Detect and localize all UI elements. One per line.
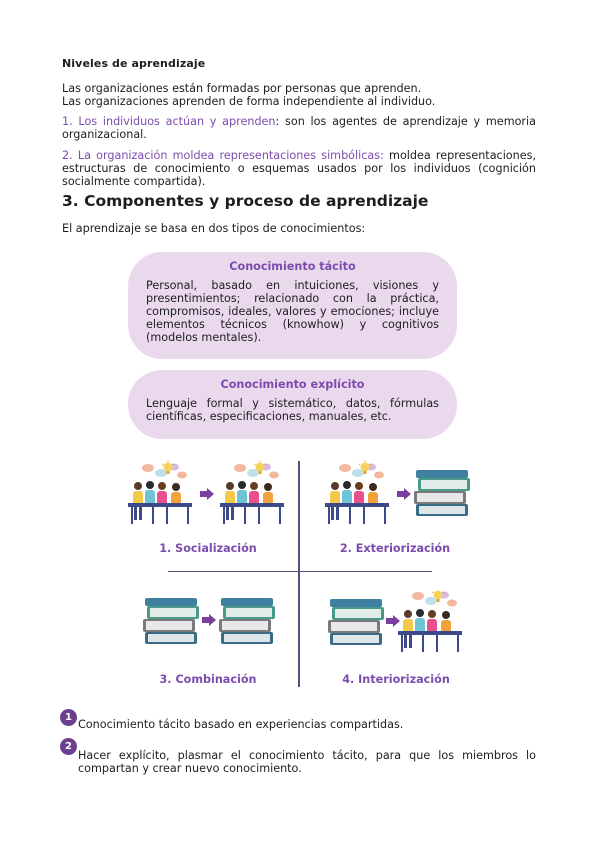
books-stack-icon bbox=[414, 470, 470, 516]
tacit-body: Personal, basado en intuiciones, visiones y presentimientos; relacionado con la práctica, compromisos, ideales, valores y emociones; incluye elementos técnicos (knowhow) y cognitivos (modelos mentales). bbox=[146, 279, 439, 344]
phase-socialization: 1. Socialización bbox=[159, 542, 257, 555]
levels-item-2-label: 2. La organización moldea representaciones simbólicas: bbox=[62, 149, 384, 162]
note-1-text: Conocimiento tácito basado en experiencias compartidas. bbox=[78, 718, 404, 731]
phase-internalization: 4. Interiorización bbox=[342, 673, 450, 686]
note-2-text: Hacer explícito, plasmar el conocimiento tácito, para que los miembros lo compartan y crear nuevo conocimiento. bbox=[78, 749, 536, 775]
levels-heading: Niveles de aprendizaje bbox=[62, 57, 206, 70]
quadrant-horizontal-divider bbox=[168, 571, 432, 572]
phase-externalization: 2. Exteriorización bbox=[339, 542, 451, 555]
books-stack-icon bbox=[219, 598, 275, 644]
levels-item-2-text: moldea representaciones, estructuras de conocimiento o esquemas usados por los individuos (cognición socialmente compartida). bbox=[62, 149, 537, 188]
levels-item-1-text: : son los agentes de aprendizaje y memoria organizacional. bbox=[62, 115, 536, 141]
internalization-illustration bbox=[328, 590, 468, 652]
tacit-title: Conocimiento tácito bbox=[229, 260, 356, 273]
arrow-right-icon bbox=[397, 488, 411, 500]
combination-illustration bbox=[143, 598, 283, 648]
people-group-icon bbox=[325, 461, 389, 525]
externalization-illustration bbox=[325, 460, 475, 526]
phase-combination: 3. Combinación bbox=[159, 673, 257, 686]
note-2-badge: 2 bbox=[60, 738, 77, 755]
quadrant-vertical-divider bbox=[298, 461, 300, 687]
books-stack-icon bbox=[328, 599, 384, 645]
levels-item-2 bbox=[62, 149, 536, 188]
components-intro: El aprendizaje se basa en dos tipos de conocimientos: bbox=[62, 222, 366, 235]
explicit-body: Lenguaje formal y sistemático, datos, fórmulas científicas, especificaciones, manuales, etc. bbox=[146, 397, 439, 423]
levels-line-1: Las organizaciones están formadas por personas que aprenden. bbox=[62, 82, 422, 95]
note-1-badge: 1 bbox=[60, 709, 77, 726]
tacit-knowledge-card bbox=[128, 252, 457, 359]
people-group-icon bbox=[398, 590, 462, 652]
arrow-right-icon bbox=[200, 488, 214, 500]
levels-line-2: Las organizaciones aprenden de forma independiente al individuo. bbox=[62, 95, 436, 108]
components-title: 3. Componentes y proceso de aprendizaje bbox=[62, 192, 429, 210]
people-group-icon bbox=[128, 461, 192, 525]
people-group-icon bbox=[220, 461, 284, 525]
levels-item-1 bbox=[62, 115, 536, 141]
arrow-right-icon bbox=[386, 615, 400, 627]
socialization-illustration bbox=[128, 460, 298, 526]
books-stack-icon bbox=[143, 598, 199, 644]
levels-item-1-label: 1. Los individuos actúan y aprenden bbox=[62, 115, 276, 128]
arrow-right-icon bbox=[202, 614, 216, 626]
explicit-title: Conocimiento explícito bbox=[220, 378, 365, 391]
explicit-knowledge-card bbox=[128, 370, 457, 439]
